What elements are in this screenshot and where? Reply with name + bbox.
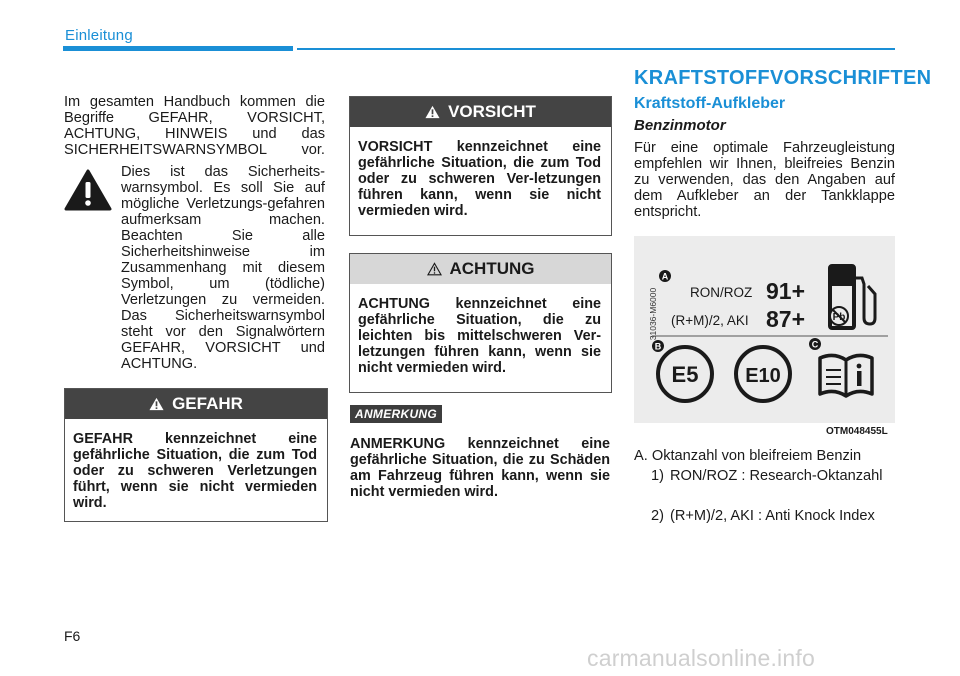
- achtung-header: [350, 254, 611, 284]
- header-rule-thick: [63, 46, 293, 51]
- page-number: F6: [64, 628, 81, 644]
- gefahr-body: GEFAHR kennzeichnet eine gefährliche Situation, die zum Tod oder zu schweren Verletzungen führt, wenn sie nicht vermieden wird.: [73, 431, 317, 511]
- manual-book-icon: [820, 355, 872, 396]
- list-item-a: A. Oktanzahl von bleifreiem Benzin: [634, 448, 862, 464]
- vorsicht-body: VORSICHT kennzeichnet eine gefährliche Situation, die zum Tod oder zu schweren Ver-letzungen führen kann, wenn sie nicht vermieden wird.: [358, 139, 601, 219]
- list-item-2-number: 2): [651, 508, 664, 524]
- gefahr-title: GEFAHR: [172, 394, 243, 413]
- vorsicht-title: VORSICHT: [448, 102, 536, 121]
- subtitle: Kraftstoff-Aufkleber: [634, 95, 786, 112]
- ron-label: RON/ROZ: [690, 285, 753, 300]
- intro-paragraph: Im gesamten Handbuch kommen die Begriffe GEFAHR, VORSICHT, ACHTUNG, HINWEIS und das SICHERHEITSWARNSYMBOL vor.: [64, 94, 325, 158]
- vorsicht-header: [350, 97, 611, 127]
- anmerkung-tag: ANMERKUNG: [350, 405, 442, 423]
- list-item-1-number: 1): [651, 468, 664, 484]
- aki-label: (R+M)/2, AKI: [671, 313, 749, 328]
- gefahr-header: [65, 389, 327, 419]
- svg-text:Pb: Pb: [832, 312, 846, 323]
- section-title: KRAFTSTOFFVORSCHRIFTEN: [634, 67, 932, 89]
- header-rule-thin: [297, 48, 895, 50]
- list-item-1-text: RON/ROZ : Research-Oktanzahl: [669, 468, 883, 484]
- section-header: Einleitung: [65, 27, 133, 44]
- marker-a: A: [661, 271, 669, 282]
- fuel-paragraph: Für eine optimale Fahrzeugleistung empfehlen wir Ihnen, bleifreies Benzin zu verwenden, das den Angaben auf dem Aufkleber an der Tankklappe entspricht.: [634, 140, 895, 220]
- aki-value: 87+: [766, 306, 806, 332]
- image-code: OTM048455L: [826, 426, 888, 437]
- subsubtitle: Benzinmotor: [634, 117, 726, 134]
- marker-c: C: [811, 339, 819, 350]
- gefahr-box: [64, 388, 328, 522]
- warning-triangle-outline-icon: [427, 262, 442, 276]
- list-item-2: [651, 508, 875, 525]
- e5-label: E5: [671, 362, 699, 387]
- achtung-body: ACHTUNG kennzeichnet eine gefährliche Situation, die zu leichten bis mittelschweren Ver-letzungen führen kann, wenn sie nicht vermieden wird.: [358, 296, 601, 376]
- vorsicht-box: [349, 96, 612, 236]
- marker-b: B: [654, 341, 662, 352]
- fuel-pump-icon: [830, 266, 875, 328]
- warning-triangle-icon: [149, 397, 164, 411]
- list-item-1: [651, 468, 895, 485]
- ron-value: 91+: [766, 278, 806, 304]
- watermark: carmanualsonline.info: [587, 645, 815, 671]
- safety-symbol-paragraph: Dies ist das Sicherheits-warnsymbol. Es soll Sie auf mögliche Verletzungs-gefahren aufmerksam machen. Beachten Sie alle Sicherheitshinweise im Zusammenhang mit diesem Symbol, um (tödliche) Verletzungen zu vermeiden. Das Sicherheitswarnsymbol steht vor den Signalwörtern GEFAHR, VORSICHT und ACHTUNG.: [121, 164, 325, 372]
- achtung-box: [349, 253, 612, 393]
- achtung-title: ACHTUNG: [449, 259, 535, 278]
- fuel-label-illustration: [634, 236, 895, 423]
- fuel-label-svg: [634, 236, 895, 423]
- warning-triangle-icon: [425, 105, 440, 119]
- e10-label: E10: [745, 365, 781, 387]
- anmerkung-body: ANMERKUNG kennzeichnet eine gefährliche Situation, die zu Schäden am Fahrzeug führen kann, wenn sie nicht vermieden wird.: [350, 436, 610, 500]
- label-side-code: 31036-M6000: [648, 287, 658, 341]
- warning-triangle-icon: [64, 168, 112, 212]
- list-item-2-text: (R+M)/2, AKI : Anti Knock Index: [669, 508, 875, 524]
